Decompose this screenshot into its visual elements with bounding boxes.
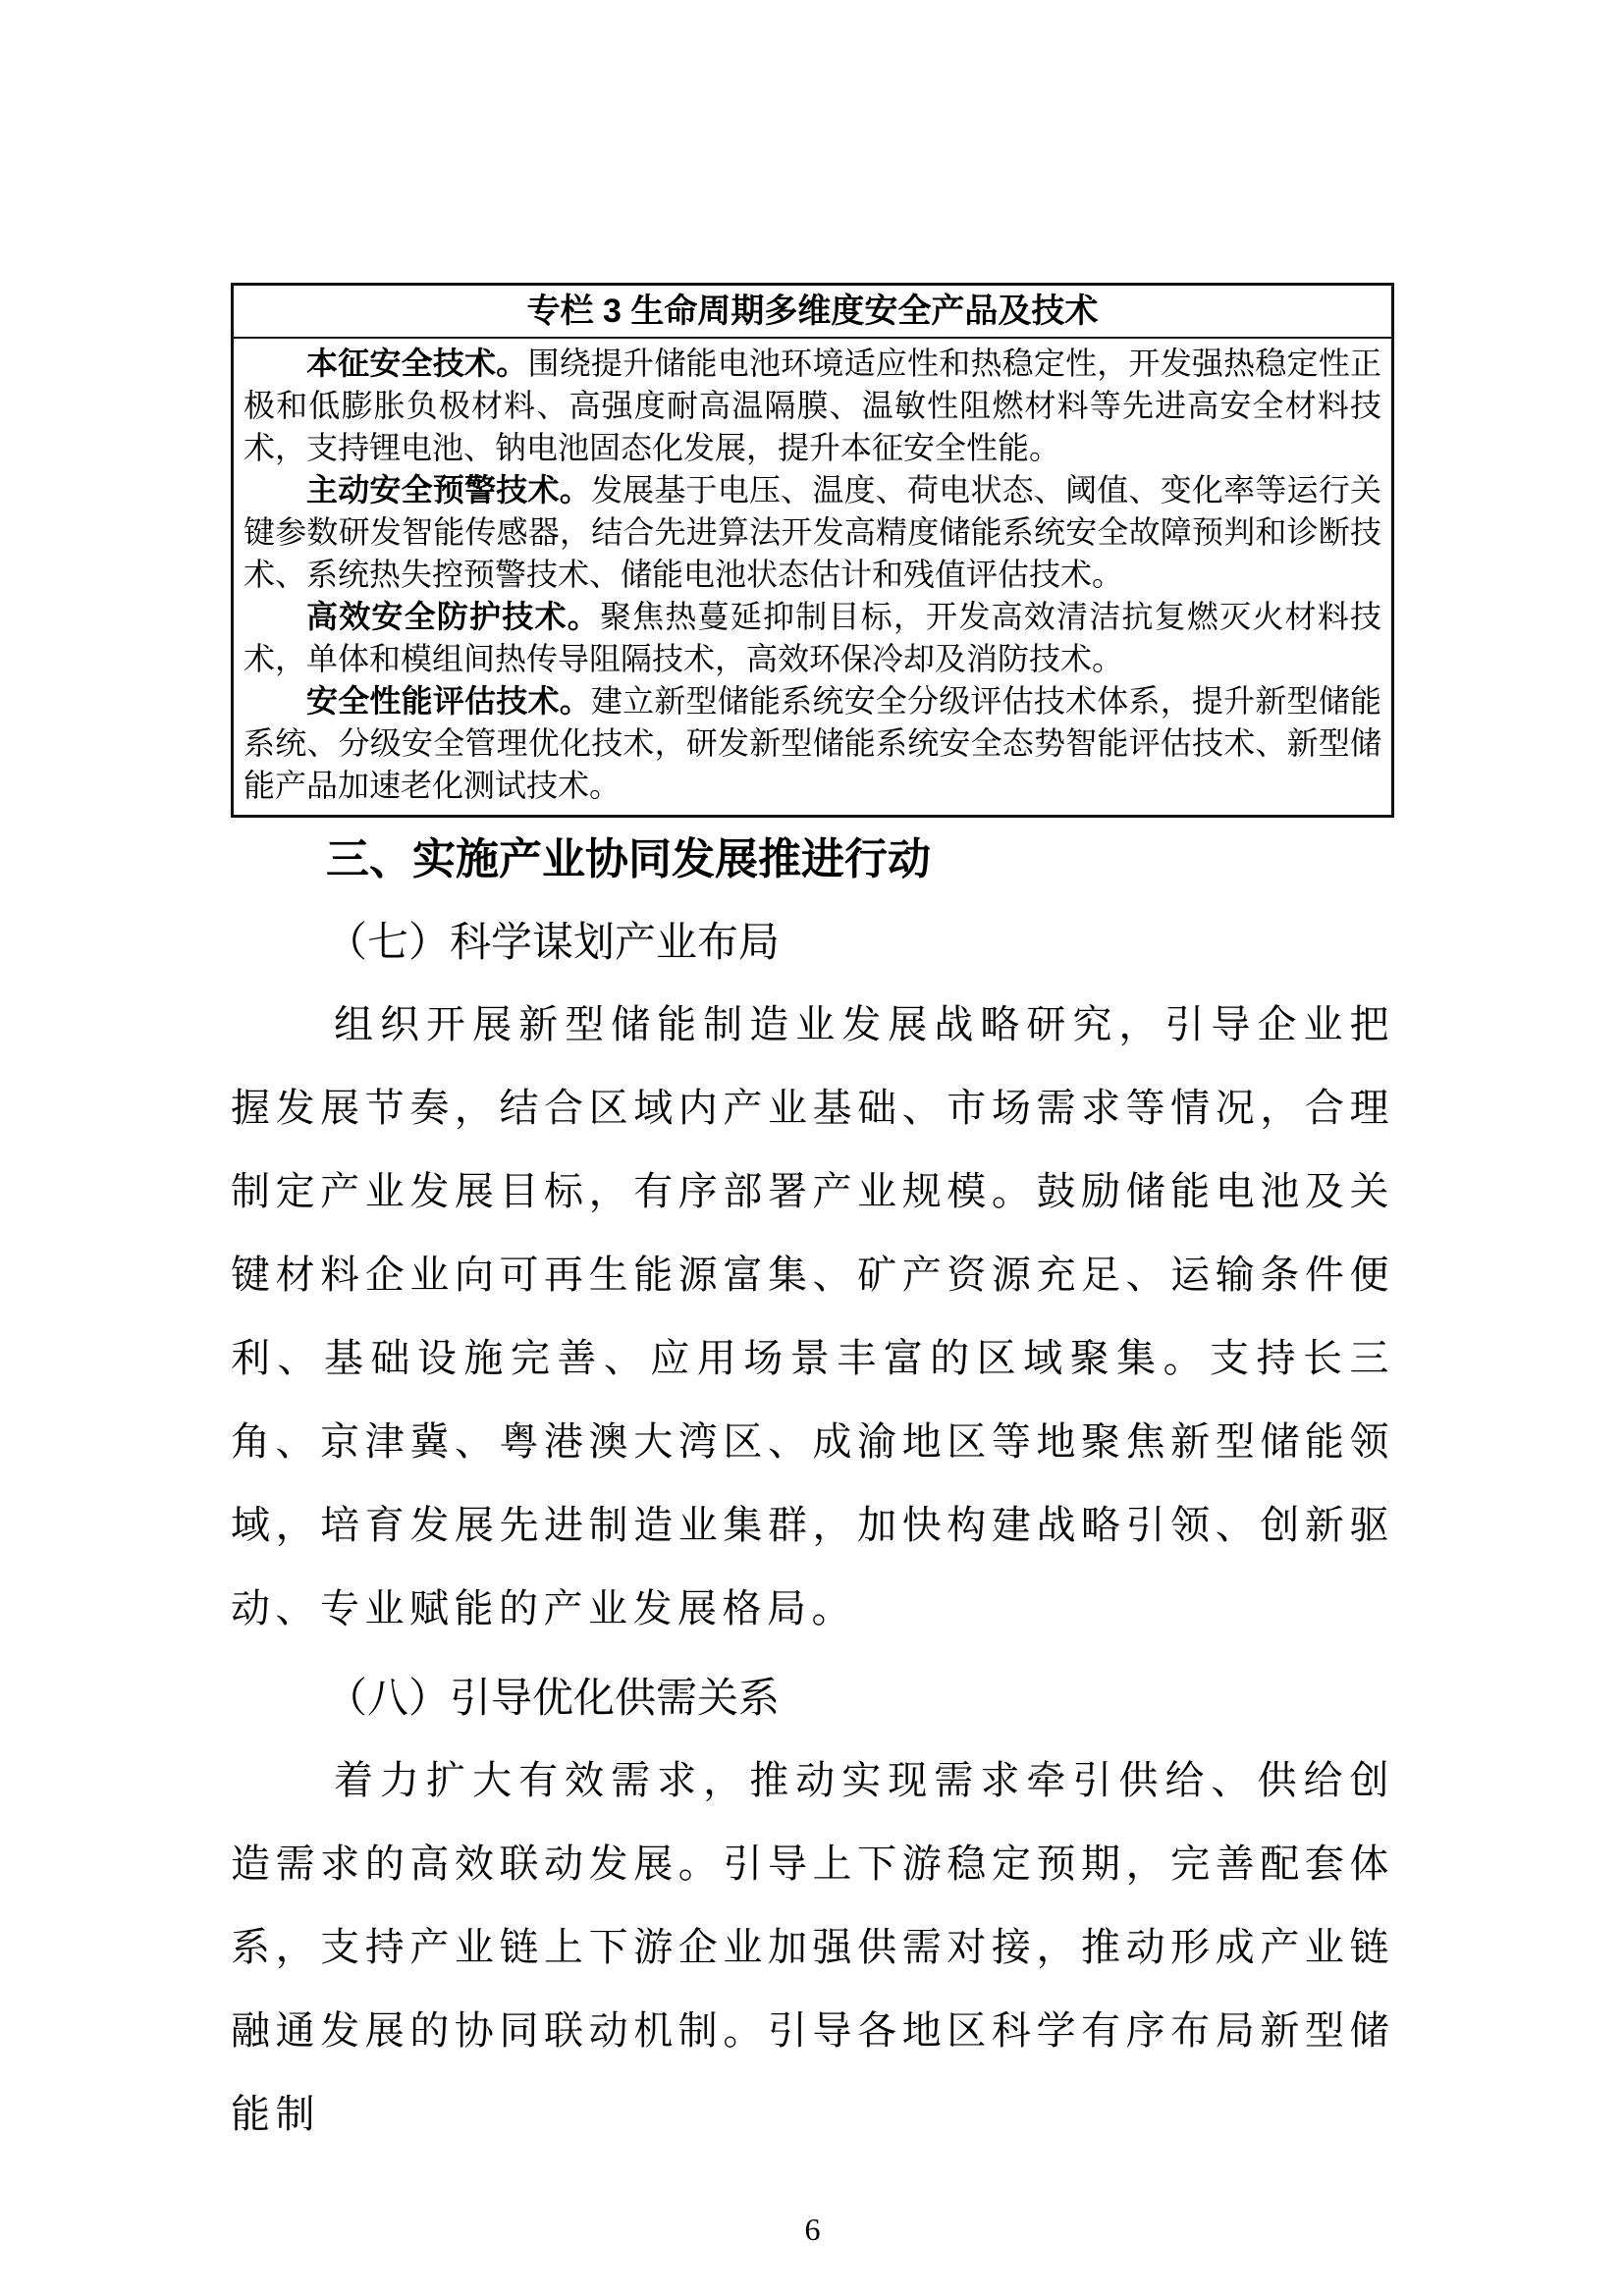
box-paragraph-1 [243, 343, 1381, 469]
subsection-7-heading: （七）科学谋划产业布局 [326, 921, 781, 966]
page-number: 6 [804, 2212, 821, 2247]
box-paragraph-1-lead: 本征安全技术。 [306, 346, 528, 381]
box-paragraph-3-lead: 高效安全防护技术。 [306, 599, 600, 634]
box-paragraph-4 [243, 680, 1381, 807]
callout-box-body [234, 339, 1391, 815]
section-heading: 三、实施产业协同发展推进行动 [326, 835, 931, 883]
callout-box [231, 283, 1394, 818]
box-paragraph-2 [243, 469, 1381, 596]
box-paragraph-3 [243, 596, 1381, 680]
box-paragraph-4-lead: 安全性能评估技术。 [306, 683, 591, 719]
box-paragraph-1-text: 围绕提升储能电池环境适应性和热稳定性，开发强热稳定性正极和低膨胀负极材料、高强度耐高温隔膜、温敏性阻燃材料等先进高安全材料技术，支持锂电池、钠电池固态化发展，提升本征安全性能。 [243, 346, 1381, 465]
box-paragraph-2-lead: 主动安全预警技术。 [306, 472, 591, 507]
box-paragraph-4-text: 建立新型储能系统安全分级评估技术体系，提升新型储能系统、分级安全管理优化技术，研发新型储能系统安全态势智能评估技术、新型储能产品加速老化测试技术。 [243, 683, 1381, 803]
box-paragraph-2-text: 发展基于电压、温度、荷电状态、阈值、变化率等运行关键参数研发智能传感器，结合先进算法开发高精度储能系统安全故障预判和诊断技术、系统热失控预警技术、储能电池状态估计和残值评估技术。 [243, 472, 1381, 592]
callout-box-title: 专栏 3 生命周期多维度安全产品及技术 [234, 286, 1391, 339]
subsection-8-heading: （八）引导优化供需关系 [326, 1677, 781, 1722]
subsection-7-body: 组织开展新型储能制造业发展战略研究，引导企业把握发展节奏，结合区域内产业基础、市场需求等情况，合理制定产业发展目标，有序部署产业规模。鼓励储能电池及关键材料企业向可再生能源富集、矿产资源充足、运输条件便利、基础设施完善、应用场景丰富的区域聚集。支持长三角、京津冀、粤港澳大湾区、成渝地区等地聚焦新型储能领域，培育发展先进制造业集群，加快构建战略引领、创新驱动、专业赋能的产业发展格局。 [231, 1002, 1394, 1630]
box-paragraph-3-text: 聚焦热蔓延抑制目标，开发高效清洁抗复燃灭火材料技术，单体和模组间热传导阻隔技术，高效环保冷却及消防技术。 [243, 599, 1381, 676]
subsection-8-body: 着力扩大有效需求，推动实现需求牵引供给、供给创造需求的高效联动发展。引导上下游稳定预期，完善配套体系，支持产业链上下游企业加强供需对接，推动形成产业链融通发展的协同联动机制。引导各地区科学有序布局新型储能制 [231, 1758, 1394, 2136]
